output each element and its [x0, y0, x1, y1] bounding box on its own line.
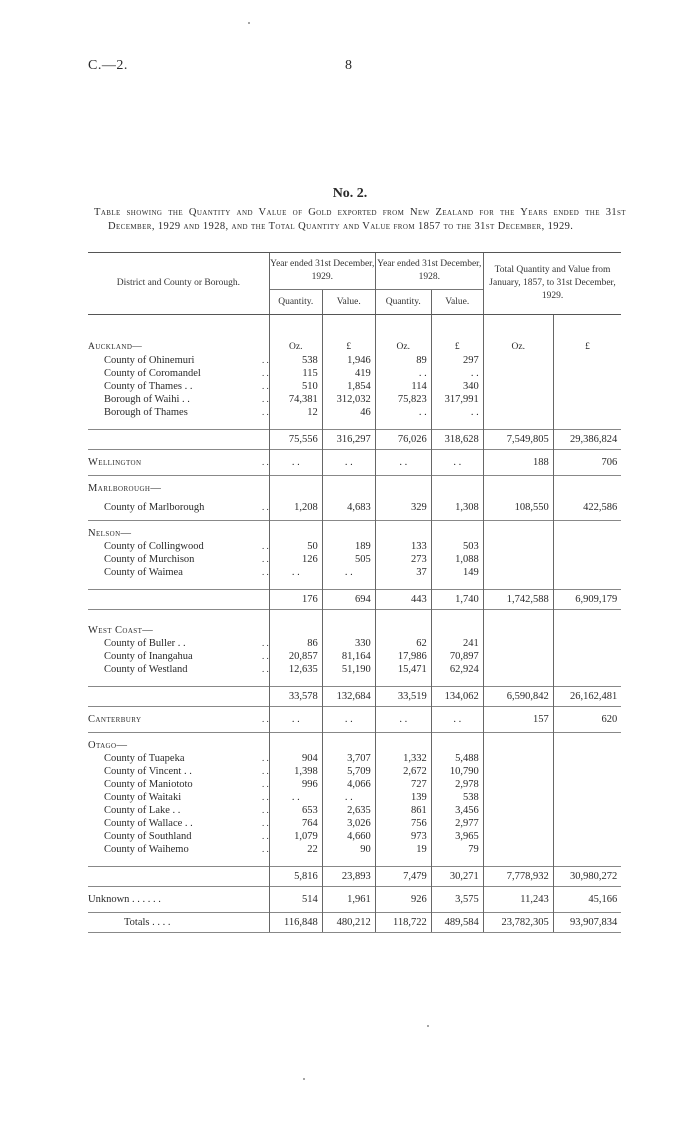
- cell-quantity-1929: 510: [269, 380, 322, 393]
- grand-total-value-1929: 480,212: [322, 913, 375, 933]
- total-value: 29,386,824: [553, 430, 621, 450]
- cell-value-1928: 1,308: [431, 495, 483, 521]
- subtotal-quantity-1928: 7,479: [375, 867, 431, 887]
- subtotal-quantity-1929: 5,816: [269, 867, 322, 887]
- unit-pound: £: [322, 315, 375, 355]
- cell-value-1928: 149: [431, 566, 483, 579]
- subtotal-value-1929: 132,684: [322, 687, 375, 707]
- table-row: [88, 804, 621, 817]
- cell-quantity-1928: 329: [375, 495, 431, 521]
- cell-value-1929: 3,707: [322, 752, 375, 765]
- leader-dots: . .: [262, 502, 269, 512]
- district-name: Borough of Waihi . .: [104, 394, 190, 405]
- cell-quantity-1928: . .: [375, 450, 431, 476]
- table-row: [88, 887, 621, 913]
- cell-quantity-1928: 139: [375, 791, 431, 804]
- subtotal-quantity-1929: 176: [269, 590, 322, 610]
- cell-value-1929: 90: [322, 843, 375, 856]
- leader-dots: . .: [262, 541, 269, 551]
- table-row: [88, 817, 621, 830]
- cell-quantity-1928: 75,823: [375, 393, 431, 406]
- cell-quantity-1928: . .: [375, 406, 431, 419]
- cell-quantity-1929: . .: [269, 707, 322, 733]
- cell-value-1928: 241: [431, 637, 483, 650]
- grand-total-quantity-1928: 118,722: [375, 913, 431, 933]
- leader-dots: . .: [262, 805, 269, 815]
- leader-dots: . .: [262, 792, 269, 802]
- unit-pound: £: [553, 315, 621, 355]
- table-row: [88, 380, 621, 393]
- district-name: County of Coromandel: [104, 368, 201, 379]
- subtotal-value-1929: 23,893: [322, 867, 375, 887]
- header-value-1929: Value.: [322, 290, 375, 315]
- table-row: [88, 765, 621, 778]
- cell-quantity-1929: 996: [269, 778, 322, 791]
- section-header-row: [88, 476, 621, 496]
- table-row: [88, 495, 621, 521]
- subtotal-value-1928: 30,271: [431, 867, 483, 887]
- cell-quantity-1929: 538: [269, 354, 322, 367]
- cell-quantity-1928: 62: [375, 637, 431, 650]
- total-value: 30,980,272: [553, 867, 621, 887]
- cell-quantity-1928: 1,332: [375, 752, 431, 765]
- cell-value-1928: 3,456: [431, 804, 483, 817]
- leader-dots: . .: [262, 844, 269, 854]
- subtotal-value-1929: 694: [322, 590, 375, 610]
- subtotal-value-1928: 318,628: [431, 430, 483, 450]
- subtotal-quantity-1928: 33,519: [375, 687, 431, 707]
- subtotal-quantity-1928: 76,026: [375, 430, 431, 450]
- header-district: District and County or Borough.: [88, 253, 269, 315]
- totals-label: Totals . . . .: [88, 913, 262, 933]
- total-value: 6,909,179: [553, 590, 621, 610]
- header-quantity-1928: Quantity.: [375, 290, 431, 315]
- header-value-1928: Value.: [431, 290, 483, 315]
- subtotal-quantity-1929: 75,556: [269, 430, 322, 450]
- cell-value-1929: 4,066: [322, 778, 375, 791]
- table-row: [88, 553, 621, 566]
- section-wellington: Wellington: [88, 450, 262, 476]
- grand-total-quantity-1929: 116,848: [269, 913, 322, 933]
- cell-value-1929: 2,635: [322, 804, 375, 817]
- cell-value-1928: 538: [431, 791, 483, 804]
- leader-dots: . .: [262, 407, 269, 417]
- district-name: County of Southland: [104, 831, 192, 842]
- total-quantity: 7,778,932: [483, 867, 553, 887]
- subtotal-value-1929: 316,297: [322, 430, 375, 450]
- table-row: [88, 707, 621, 733]
- table-number: No. 2.: [332, 186, 368, 201]
- total-quantity: 188: [483, 450, 553, 476]
- cell-value-1929: 3,026: [322, 817, 375, 830]
- cell-value-1928: 2,977: [431, 817, 483, 830]
- leader-dots: . .: [262, 779, 269, 789]
- page-number: 8: [345, 58, 352, 73]
- total-value: 26,162,481: [553, 687, 621, 707]
- district-name: County of Waihemo: [104, 844, 189, 855]
- grand-total-value-1928: 489,584: [431, 913, 483, 933]
- district-name: County of Wallace . .: [104, 818, 193, 829]
- subtotal-row: [88, 867, 621, 887]
- cell-value-1929: 81,164: [322, 650, 375, 663]
- cell-value-1928: 297: [431, 354, 483, 367]
- section-header-row: [88, 521, 621, 541]
- section-marlborough: Marlborough—: [88, 476, 262, 496]
- cell-quantity-1929: . .: [269, 450, 322, 476]
- subtotal-value-1928: 134,062: [431, 687, 483, 707]
- district-name: County of Maniototo: [104, 779, 193, 790]
- district-name: County of Murchison: [104, 554, 195, 565]
- cell-value-1928: 340: [431, 380, 483, 393]
- cell-value-1929: 1,961: [322, 887, 375, 913]
- cell-quantity-1929: 22: [269, 843, 322, 856]
- cell-value-1928: . .: [431, 707, 483, 733]
- unit-pound: £: [431, 315, 483, 355]
- cell-quantity-1929: 653: [269, 804, 322, 817]
- total-quantity: 157: [483, 707, 553, 733]
- cell-value-1929: 312,032: [322, 393, 375, 406]
- cell-quantity-1928: 89: [375, 354, 431, 367]
- cell-value-1928: 1,088: [431, 553, 483, 566]
- table-row: [88, 406, 621, 419]
- total-quantity: 11,243: [483, 887, 553, 913]
- cell-quantity-1928: 15,471: [375, 663, 431, 676]
- table-row: [88, 566, 621, 579]
- subtotal-quantity-1929: 33,578: [269, 687, 322, 707]
- district-name: County of Collingwood: [104, 541, 204, 552]
- total-value: 45,166: [553, 887, 621, 913]
- header-total: Total Quantity and Value from January, 1857, to 31st December, 1929.: [483, 253, 621, 315]
- cell-quantity-1929: 12: [269, 406, 322, 419]
- district-name: County of Vincent . .: [104, 766, 192, 777]
- cell-quantity-1929: 764: [269, 817, 322, 830]
- leader-dots: . .: [262, 707, 269, 733]
- header-quantity-1929: Quantity.: [269, 290, 322, 315]
- cell-quantity-1929: 1,079: [269, 830, 322, 843]
- cell-value-1929: 46: [322, 406, 375, 419]
- table-row: [88, 354, 621, 367]
- subtotal-row: [88, 687, 621, 707]
- leader-dots: . .: [262, 831, 269, 841]
- subtotal-row: [88, 430, 621, 450]
- cell-value-1929: 4,660: [322, 830, 375, 843]
- district-name: County of Tuapeka: [104, 753, 185, 764]
- section-header-row: [88, 733, 621, 753]
- totals-row: [88, 913, 621, 933]
- total-quantity: 7,549,805: [483, 430, 553, 450]
- leader-dots: . .: [262, 450, 269, 476]
- paper-speck: [248, 22, 250, 24]
- leader-dots: . .: [262, 554, 269, 564]
- cell-quantity-1929: 1,208: [269, 495, 322, 521]
- leader-dots: . .: [262, 567, 269, 577]
- cell-value-1928: 10,790: [431, 765, 483, 778]
- cell-quantity-1929: 50: [269, 540, 322, 553]
- leader-dots: . .: [262, 394, 269, 404]
- table-row: [88, 778, 621, 791]
- cell-quantity-1928: . .: [375, 707, 431, 733]
- cell-value-1928: 70,897: [431, 650, 483, 663]
- table-row: [88, 830, 621, 843]
- district-name: County of Waimea: [104, 567, 183, 578]
- leader-dots: . .: [262, 753, 269, 763]
- cell-quantity-1929: 12,635: [269, 663, 322, 676]
- total-quantity: 6,590,842: [483, 687, 553, 707]
- paper-speck: [303, 1078, 305, 1080]
- cell-quantity-1928: 19: [375, 843, 431, 856]
- cell-quantity-1928: 273: [375, 553, 431, 566]
- total-value: 422,586: [553, 495, 621, 521]
- cell-quantity-1929: 514: [269, 887, 322, 913]
- cell-quantity-1928: 756: [375, 817, 431, 830]
- cell-value-1929: 5,709: [322, 765, 375, 778]
- cell-quantity-1928: 17,986: [375, 650, 431, 663]
- cell-quantity-1928: 2,672: [375, 765, 431, 778]
- cell-value-1928: . .: [431, 367, 483, 380]
- gold-export-table: [88, 252, 621, 933]
- unknown-label: Unknown . . . . . .: [88, 887, 262, 913]
- district-name: County of Ohinemuri: [104, 355, 195, 366]
- section-nelson: Nelson—: [88, 521, 262, 541]
- cell-quantity-1928: 727: [375, 778, 431, 791]
- unit-oz: Oz.: [269, 315, 322, 355]
- cell-value-1929: 505: [322, 553, 375, 566]
- section-canterbury: Canterbury: [88, 707, 262, 733]
- cell-quantity-1929: 74,381: [269, 393, 322, 406]
- leader-dots: . .: [262, 381, 269, 391]
- table-row: [88, 650, 621, 663]
- total-quantity: 108,550: [483, 495, 553, 521]
- section-auckland: Auckland—: [88, 342, 143, 352]
- cell-value-1928: 317,991: [431, 393, 483, 406]
- cell-value-1929: . .: [322, 791, 375, 804]
- cell-value-1928: . .: [431, 406, 483, 419]
- header-year-1929: Year ended 31st December, 1929.: [269, 253, 375, 290]
- cell-quantity-1928: 114: [375, 380, 431, 393]
- cell-value-1928: 5,488: [431, 752, 483, 765]
- cell-quantity-1929: 86: [269, 637, 322, 650]
- cell-value-1928: 503: [431, 540, 483, 553]
- cell-value-1929: 330: [322, 637, 375, 650]
- district-name: County of Thames . .: [104, 381, 193, 392]
- table-row: [88, 791, 621, 804]
- cell-value-1929: 189: [322, 540, 375, 553]
- cell-value-1929: 1,854: [322, 380, 375, 393]
- total-value: 706: [553, 450, 621, 476]
- section-west-coast: West Coast—: [88, 610, 262, 638]
- leader-dots: . .: [262, 355, 269, 365]
- document-reference: C.—2.: [88, 58, 128, 73]
- leader-dots: . .: [262, 818, 269, 828]
- cell-quantity-1929: 115: [269, 367, 322, 380]
- cell-value-1928: 3,575: [431, 887, 483, 913]
- total-quantity: 1,742,588: [483, 590, 553, 610]
- header-year-1928: Year ended 31st December, 1928.: [375, 253, 483, 290]
- table-row: [88, 367, 621, 380]
- cell-value-1928: 3,965: [431, 830, 483, 843]
- district-name: County of Westland: [104, 664, 188, 675]
- grand-total-value: 93,907,834: [553, 913, 621, 933]
- table-row: [88, 637, 621, 650]
- district-name: County of Marlborough: [104, 502, 205, 513]
- leader-dots: . .: [262, 368, 269, 378]
- cell-quantity-1928: 861: [375, 804, 431, 817]
- cell-value-1928: . .: [431, 450, 483, 476]
- section-otago: Otago—: [88, 733, 262, 753]
- district-name: Borough of Thames: [104, 407, 188, 418]
- cell-quantity-1929: 20,857: [269, 650, 322, 663]
- table-row: [88, 393, 621, 406]
- district-name: County of Lake . .: [104, 805, 181, 816]
- cell-value-1928: 62,924: [431, 663, 483, 676]
- cell-value-1929: 4,683: [322, 495, 375, 521]
- cell-quantity-1929: 904: [269, 752, 322, 765]
- leader-dots: . .: [262, 651, 269, 661]
- cell-value-1928: 2,978: [431, 778, 483, 791]
- district-name: County of Buller . .: [104, 638, 186, 649]
- cell-quantity-1928: 973: [375, 830, 431, 843]
- table-caption: Table showing the Quantity and Value of Gold exported from New Zealand for the Years ended the 31st December, 1929 and 1928, and the Total Quantity and Value from 1857 to the 31st December, 1929.: [94, 207, 626, 232]
- section-header-row: [88, 610, 621, 638]
- table-row: [88, 843, 621, 856]
- paper-speck: [427, 1025, 429, 1027]
- leader-dots: . .: [262, 766, 269, 776]
- total-value: 620: [553, 707, 621, 733]
- cell-value-1929: 51,190: [322, 663, 375, 676]
- district-name: County of Waitaki: [104, 792, 182, 803]
- cell-quantity-1928: 133: [375, 540, 431, 553]
- table-row: [88, 663, 621, 676]
- cell-value-1928: 79: [431, 843, 483, 856]
- leader-dots: . .: [262, 664, 269, 674]
- subtotal-row: [88, 590, 621, 610]
- subtotal-value-1928: 1,740: [431, 590, 483, 610]
- table-row: [88, 540, 621, 553]
- cell-value-1929: . .: [322, 566, 375, 579]
- cell-quantity-1928: 37: [375, 566, 431, 579]
- unit-oz: Oz.: [375, 315, 431, 355]
- leader-dots: . .: [262, 638, 269, 648]
- cell-value-1929: . .: [322, 450, 375, 476]
- cell-quantity-1928: 926: [375, 887, 431, 913]
- cell-quantity-1929: . .: [269, 566, 322, 579]
- cell-quantity-1929: . .: [269, 791, 322, 804]
- cell-quantity-1929: 1,398: [269, 765, 322, 778]
- grand-total-quantity: 23,782,305: [483, 913, 553, 933]
- cell-value-1929: 1,946: [322, 354, 375, 367]
- cell-quantity-1929: 126: [269, 553, 322, 566]
- cell-value-1929: 419: [322, 367, 375, 380]
- subtotal-quantity-1928: 443: [375, 590, 431, 610]
- unit-oz: Oz.: [483, 315, 553, 355]
- table-row: [88, 752, 621, 765]
- cell-quantity-1928: . .: [375, 367, 431, 380]
- district-name: County of Inangahua: [104, 651, 193, 662]
- table-row: [88, 450, 621, 476]
- cell-value-1929: . .: [322, 707, 375, 733]
